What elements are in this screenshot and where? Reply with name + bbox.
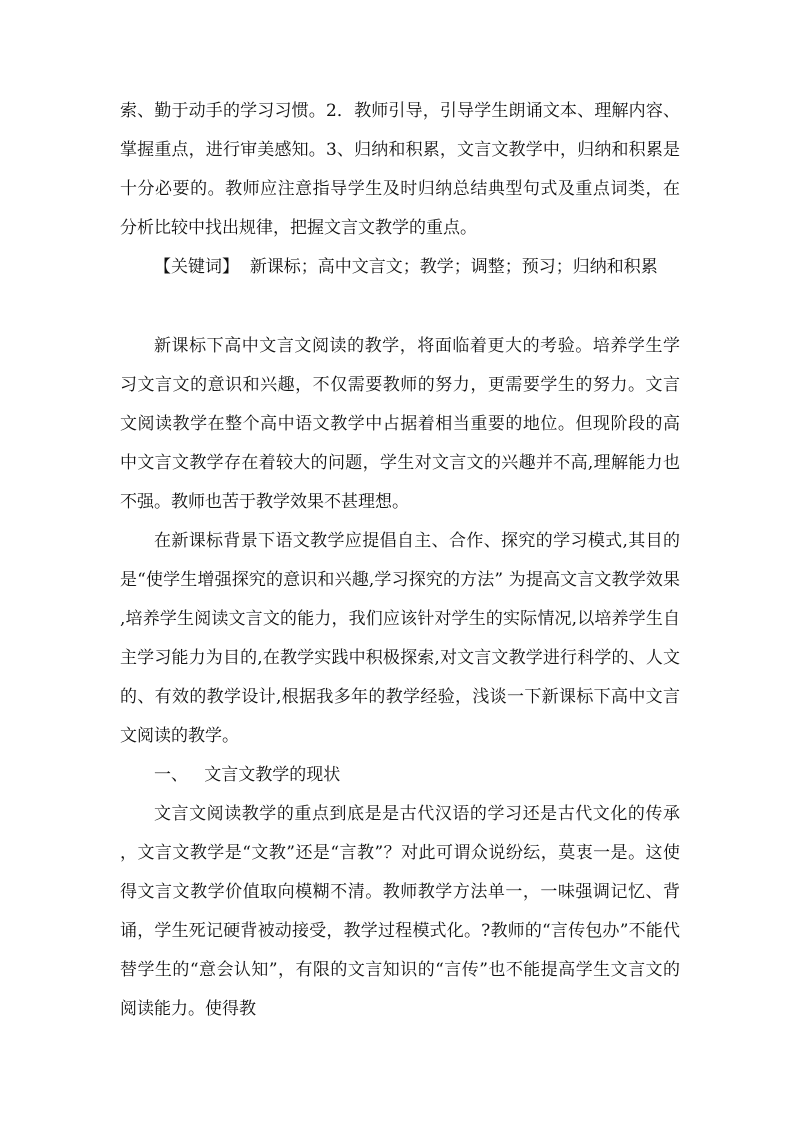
section-title: 文言文教学的现状 [204,765,341,785]
abstract-paragraph: 索、勤于动手的学习习惯。2．教师引导，引导学生朗诵文本、理解内容、掌握重点，进行审美感知。3、归纳和积累，文言文教学中，归纳和积累是十分必要的。教师应注意指导学生及时归纳总结典型句式及重点词类，在分析比较中找出规律，把握文言文教学的重点。 [120,101,680,238]
blank-spacer [120,287,680,327]
keywords-line [120,248,680,287]
document-body [120,92,680,1029]
section-heading [120,756,680,795]
keywords-text: 新课标；高中文言文；教学；调整；预习；归纳和积累 [249,257,658,277]
section-paragraph: 文言文阅读教学的重点到底是是古代汉语的学习还是古代文化的传承，文言文教学是“文教”还是“言教”？对此可谓众说纷纭，莫衷一是。这使得文言文教学价值取向模糊不清。教师教学方法单一，一味强调记忆、背诵，学生死记硬背被动接受，教学过程模式化。?教师的“言传包办”不能代替学生的“意会认知”，有限的文言知识的“言传”也不能提高学生文言文的阅读能力。使得教 [120,804,680,1019]
body-paragraph-2: 在新课标背景下语文教学应提倡自主、合作、探究的学习模式,其目的是“使学生增强探究的意识和兴趣,学习探究的方法” 为提高文言文教学效果,培养学生阅读文言文的能力，我们应该针对学生的实际情况,以培养学生自主学习能力为目的,在教学实践中积极探索,对文言文教学进行科学的、人文的、有效的教学设计,根据我多年的教学经验，浅谈一下新课标下高中文言文阅读的教学。 [120,531,680,746]
section-number: 一、 [154,765,188,785]
keywords-label: 【关键词】 [154,257,239,277]
body-paragraph-1: 新课标下高中文言文阅读的教学，将面临着更大的考验。培养学生学习文言文的意识和兴趣，不仅需要教师的努力，更需要学生的努力。文言文阅读教学在整个高中语文教学中占据着相当重要的地位。但现阶段的高中文言文教学存在着较大的问题，学生对文言文的兴趣并不高,理解能力也不强。教师也苦于教学效果不甚理想。 [120,336,680,512]
